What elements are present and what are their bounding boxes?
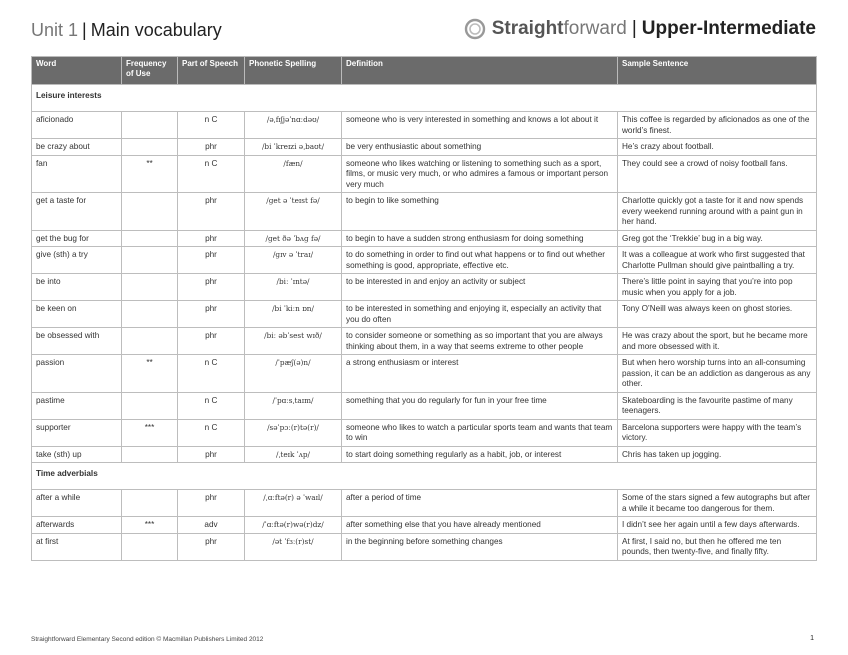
word-cell: get a taste for	[32, 193, 122, 231]
frequency-cell	[122, 446, 178, 463]
page-title: Main vocabulary	[90, 20, 222, 40]
frequency-cell: ***	[122, 419, 178, 446]
frequency-cell	[122, 230, 178, 247]
phonetic-cell: /ət ˈfɜː(r)st/	[245, 533, 342, 560]
part-of-speech-cell: phr	[178, 230, 245, 247]
definition-cell: be very enthusiastic about something	[342, 139, 618, 156]
column-header-part-of-speech: Part of Speech	[178, 57, 245, 85]
column-header-word: Word	[32, 57, 122, 85]
section-title: Leisure interests	[32, 85, 817, 112]
word-cell: give (sth) a try	[32, 247, 122, 274]
phonetic-cell: /bi ˈkreɪzi əˌbaʊt/	[245, 139, 342, 156]
frequency-cell	[122, 328, 178, 355]
level-label: Upper-Intermediate	[641, 18, 816, 39]
part-of-speech-cell: n C	[178, 155, 245, 193]
column-header-definition: Definition	[342, 57, 618, 85]
brand-name-bold: Straight	[491, 18, 564, 39]
frequency-cell	[122, 247, 178, 274]
table-row	[32, 247, 817, 274]
title-divider: |	[82, 20, 87, 40]
sample-sentence-cell: He was crazy about the sport, but he became more and more obsessed with it.	[618, 328, 817, 355]
table-header-row	[32, 57, 817, 85]
definition-cell: to do something in order to find out what happens or to find out whether something is good, appropriate, effective etc.	[342, 247, 618, 274]
table-row	[32, 139, 817, 156]
definition-cell: to start doing something regularly as a habit, job, or interest	[342, 446, 618, 463]
frequency-cell	[122, 274, 178, 301]
sample-sentence-cell: He’s crazy about football.	[618, 139, 817, 156]
definition-cell: a strong enthusiasm or interest	[342, 355, 618, 393]
sample-sentence-cell: Some of the stars signed a few autographs but after a while it became too dangerous for them.	[618, 490, 817, 517]
word-cell: pastime	[32, 392, 122, 419]
frequency-cell: **	[122, 155, 178, 193]
frequency-cell	[122, 139, 178, 156]
part-of-speech-cell: phr	[178, 533, 245, 560]
section-title: Time adverbials	[32, 463, 817, 490]
definition-cell: after a period of time	[342, 490, 618, 517]
word-cell: fan	[32, 155, 122, 193]
phonetic-cell: /ɡet ə ˈteɪst fə/	[245, 193, 342, 231]
sample-sentence-cell: They could see a crowd of noisy football fans.	[618, 155, 817, 193]
part-of-speech-cell: phr	[178, 247, 245, 274]
phonetic-cell: /biː əbˈsest wɪð/	[245, 328, 342, 355]
definition-cell: after something else that you have already mentioned	[342, 517, 618, 534]
part-of-speech-cell: phr	[178, 139, 245, 156]
phonetic-cell: /ˈpæʃ(ə)n/	[245, 355, 342, 393]
sample-sentence-cell: Barcelona supporters were happy with the team’s victory.	[618, 419, 817, 446]
definition-cell: to consider someone or something as so important that you are always thinking about them, in a way that seems extreme to other people	[342, 328, 618, 355]
sample-sentence-cell: This coffee is regarded by aficionados as one of the world’s finest.	[618, 112, 817, 139]
definition-cell: to begin to like something	[342, 193, 618, 231]
table-row	[32, 301, 817, 328]
phonetic-cell: /ˈɑːftə(r)wə(r)dz/	[245, 517, 342, 534]
phonetic-cell: /ɡɪv ə ˈtraɪ/	[245, 247, 342, 274]
phonetic-cell: /əˌfɪʃjəˈnɑːdəʊ/	[245, 112, 342, 139]
table-row	[32, 490, 817, 517]
part-of-speech-cell: n C	[178, 392, 245, 419]
page-title-block	[31, 20, 222, 41]
definition-cell: to be interested in and enjoy an activity or subject	[342, 274, 618, 301]
word-cell: get the bug for	[32, 230, 122, 247]
definition-cell: to begin to have a sudden strong enthusiasm for doing something	[342, 230, 618, 247]
word-cell: supporter	[32, 419, 122, 446]
word-cell: be crazy about	[32, 139, 122, 156]
sample-sentence-cell: Tony O’Neill was always keen on ghost stories.	[618, 301, 817, 328]
frequency-cell: **	[122, 355, 178, 393]
word-cell: be obsessed with	[32, 328, 122, 355]
definition-cell: in the beginning before something changes	[342, 533, 618, 560]
word-cell: at first	[32, 533, 122, 560]
phonetic-cell: /ˌɑːftə(r) ə ˈwaɪl/	[245, 490, 342, 517]
sample-sentence-cell: But when hero worship turns into an all-consuming passion, it can be an addiction as dangerous as any other.	[618, 355, 817, 393]
part-of-speech-cell: phr	[178, 193, 245, 231]
section-header-row	[32, 463, 817, 490]
word-cell: take (sth) up	[32, 446, 122, 463]
definition-cell: someone who likes to watch a particular sports team and wants that team to win	[342, 419, 618, 446]
table-row	[32, 392, 817, 419]
sample-sentence-cell: Greg got the ‘Trekkie’ bug in a big way.	[618, 230, 817, 247]
part-of-speech-cell: n C	[178, 419, 245, 446]
part-of-speech-cell: phr	[178, 446, 245, 463]
word-cell: afterwards	[32, 517, 122, 534]
part-of-speech-cell: n C	[178, 355, 245, 393]
sample-sentence-cell: Chris has taken up jogging.	[618, 446, 817, 463]
column-header-frequency: Frequency of Use	[122, 57, 178, 85]
table-row	[32, 328, 817, 355]
table-row	[32, 112, 817, 139]
table-row	[32, 517, 817, 534]
column-header-phonetic: Phonetic Spelling	[245, 57, 342, 85]
table-row	[32, 155, 817, 193]
copyright-footer: Straightforward Elementary Second edition © Macmillan Publishers Limited 2012	[31, 636, 264, 643]
definition-cell: someone who is very interested in something and knows a lot about it	[342, 112, 618, 139]
part-of-speech-cell: phr	[178, 490, 245, 517]
frequency-cell: ***	[122, 517, 178, 534]
table-row	[32, 533, 817, 560]
part-of-speech-cell: n C	[178, 112, 245, 139]
sample-sentence-cell: Skateboarding is the favourite pastime of many teenagers.	[618, 392, 817, 419]
word-cell: aficionado	[32, 112, 122, 139]
word-cell: passion	[32, 355, 122, 393]
sample-sentence-cell: Charlotte quickly got a taste for it and now spends every weekend running around with a paint gun in her hand.	[618, 193, 817, 231]
phonetic-cell: /səˈpɔː(r)tə(r)/	[245, 419, 342, 446]
definition-cell: something that you do regularly for fun in your free time	[342, 392, 618, 419]
sample-sentence-cell: It was a colleague at work who first suggested that Charlotte Pullman should give paintballing a try.	[618, 247, 817, 274]
table-row	[32, 193, 817, 231]
definition-cell: to be interested in something and enjoying it, especially an activity that you do often	[342, 301, 618, 328]
sample-sentence-cell: At first, I said no, but then he offered me ten pounds, then twenty-five, and finally fifty.	[618, 533, 817, 560]
phonetic-cell: /fæn/	[245, 155, 342, 193]
column-header-sample: Sample Sentence	[618, 57, 817, 85]
part-of-speech-cell: phr	[178, 301, 245, 328]
section-header-row	[32, 85, 817, 112]
page-number: 1	[810, 635, 814, 642]
table-row	[32, 446, 817, 463]
phonetic-cell: /biː ˈɪntə/	[245, 274, 342, 301]
table-body	[32, 85, 817, 561]
brand-name-light: forward	[563, 18, 627, 39]
brand-block	[464, 18, 816, 40]
phonetic-cell: /ˌteɪk ˈʌp/	[245, 446, 342, 463]
sample-sentence-cell: There’s little point in saying that you’re into pop music when you apply for a job.	[618, 274, 817, 301]
definition-cell: someone who likes watching or listening to something such as a sport, films, or music very much, or who admires a famous or important person very much	[342, 155, 618, 193]
part-of-speech-cell: phr	[178, 328, 245, 355]
frequency-cell	[122, 392, 178, 419]
phonetic-cell: /ɡet ðə ˈbʌɡ fə/	[245, 230, 342, 247]
table-row	[32, 230, 817, 247]
straightforward-logo-icon	[464, 18, 486, 40]
part-of-speech-cell: phr	[178, 274, 245, 301]
table-row	[32, 355, 817, 393]
unit-label: Unit 1	[31, 20, 79, 40]
vocabulary-table	[31, 56, 817, 561]
frequency-cell	[122, 112, 178, 139]
table-row	[32, 419, 817, 446]
phonetic-cell: /bi ˈkiːn ɒn/	[245, 301, 342, 328]
frequency-cell	[122, 301, 178, 328]
word-cell: after a while	[32, 490, 122, 517]
word-cell: be into	[32, 274, 122, 301]
part-of-speech-cell: adv	[178, 517, 245, 534]
frequency-cell	[122, 533, 178, 560]
phonetic-cell: /ˈpɑːsˌtaɪm/	[245, 392, 342, 419]
table-row	[32, 274, 817, 301]
frequency-cell	[122, 490, 178, 517]
frequency-cell	[122, 193, 178, 231]
word-cell: be keen on	[32, 301, 122, 328]
sample-sentence-cell: I didn’t see her again until a few days afterwards.	[618, 517, 817, 534]
brand-divider: |	[631, 18, 637, 39]
